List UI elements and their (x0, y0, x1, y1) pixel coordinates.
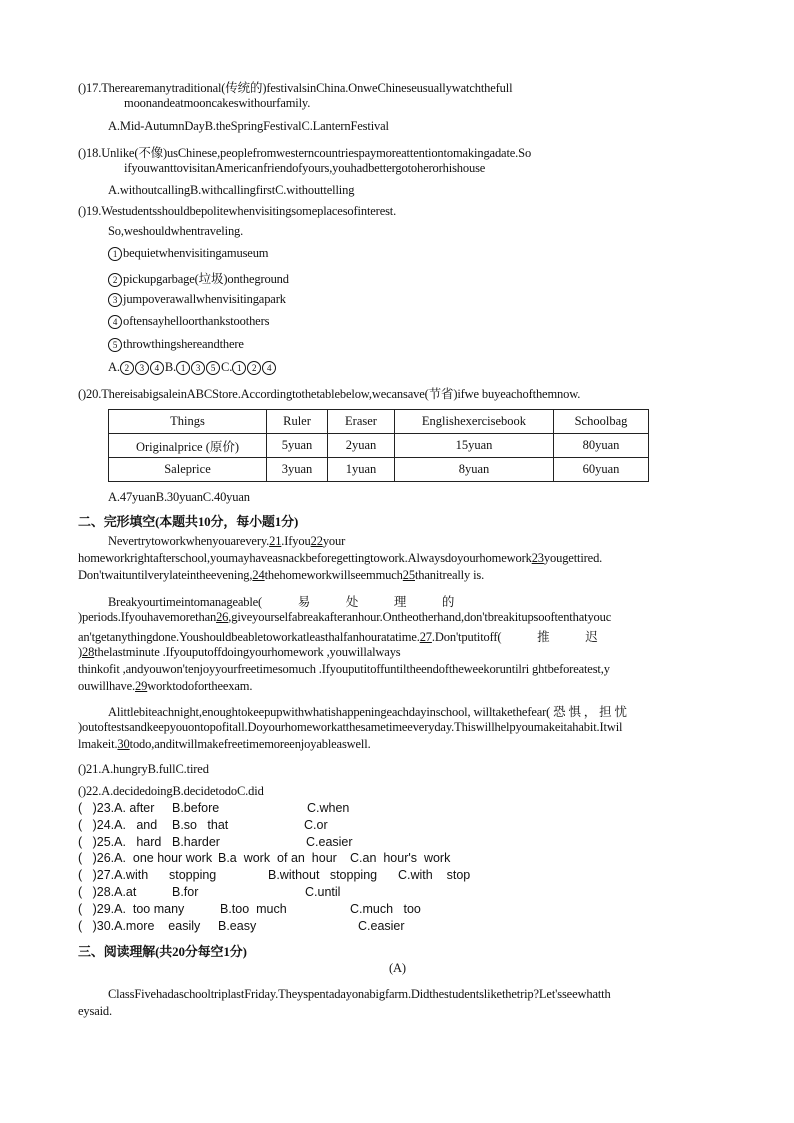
q19-options: A. 2 3 4 B. 1 3 5 C. 1 2 4 (108, 360, 277, 375)
q18-stem-line1: ()18.Unlike(不像)usChinese,peoplefromwesterncountriespaymoreattentiontomakingadate.So (78, 146, 532, 160)
table-row: Originalprice (原价) 5yuan 2yuan 15yuan 80yuan (109, 434, 649, 458)
table-header-row: Things Ruler Eraser Englishexercisebook Schoolbag (109, 410, 649, 434)
q19-item: 1 bequietwhenvisitingamuseum (108, 246, 268, 261)
cloze-p3-line3: lmakeit.30todo,anditwillmakefreetimemoreenjoyableaswell. (78, 737, 371, 751)
table-row: Saleprice 3yuan 1yuan 8yuan 60yuan (109, 458, 649, 482)
circled-number: 1 (108, 247, 122, 261)
reading-p1-line2: eysaid. (78, 1004, 113, 1018)
cloze-p3-line2: )outoftestsandkeepyouontopofitall.Doyourhomeworkatthesametimeeveryday.Thiswillhelpyoumakeitahabit.Itwil (78, 720, 623, 734)
q19-item: 4 oftensayhelloorthankstoothers (108, 314, 269, 329)
cloze-p2-line2: )periods.Ifyouhavemorethan26,giveyourselfabreakafteranhour.Ontheotherhand,don'tbreakitupsooftenthatyouc (78, 610, 612, 624)
section-title-cloze: 二、完形填空(本题共10分，每小题1分) (78, 514, 299, 529)
cloze-p3-line1: Alittlebiteachnight,enoughtokeepupwithwhatishappeningeachdayinschool, willtakethefear( 恐 惧 ， 担 忧 (108, 705, 627, 719)
circled-number: 5 (108, 338, 122, 352)
q19-item: 3 jumpoverawallwhenvisitingapark (108, 292, 286, 307)
cloze-p2-line6: ouwillhave.29worktodofortheexam. (78, 679, 253, 693)
passage-label: (A) (389, 961, 406, 975)
q18-options: A.withoutcallingB.withcallingfirstC.withouttelling (108, 183, 355, 197)
q19-item: 2 pickupgarbage(垃圾)ontheground (108, 269, 289, 287)
q19-stem-line2: So,weshouldwhentraveling. (108, 224, 244, 238)
cloze-p2-line3: an'tgetanythingdone.Youshouldbeabletoworkatleasthalfanhouratatime.27.Don'tputitoff( 推 迟 (78, 630, 598, 644)
q19-stem-line1: ()19.Westudentsshouldbepolitewhenvisitingsomeplacesofinterest. (78, 204, 397, 218)
q20-stem: ()20.ThereisabigsaleinABCStore.Accordingtothetablebelow,wecansave(节省)ifwe buyeachofthemnow. (78, 387, 581, 401)
q20-options: A.47yuanB.30yuanC.40yuan (108, 490, 250, 504)
q19-item: 5 throwthingshereandthere (108, 337, 244, 352)
section-title-reading: 三、阅读理解(共20分每空1分) (78, 944, 247, 959)
q18-stem-line2: ifyouwanttovisitanAmericanfriendofyours,youhadbettergotoherorhishouse (124, 161, 486, 175)
price-table (108, 409, 649, 482)
circled-number: 4 (108, 315, 122, 329)
circled-number: 3 (108, 293, 122, 307)
cloze-p1-line2: homeworkrightafterschool,youmayhaveasnackbeforegettingtowork.Alwaysdoyourhomework23yougettired. (78, 551, 603, 565)
q17-stem-line2: moonandeatmooncakeswithourfamily. (124, 96, 311, 110)
q17-stem-line1: ()17.Therearemanytraditional(传统的)festivalsinChina.OnweChineseusuallywatchthefull (78, 81, 513, 95)
cloze-p2-line5: thinkofit ,andyouwon'tenjoyyourfreetimesomuch .Ifyouputitoffuntiltheendoftheweekoruntilri ghtbeforeatest,y (78, 662, 610, 676)
circled-number: 2 (108, 273, 122, 287)
cloze-p1-line3: Don'twaituntilverylateintheevening,24thehomeworkwillseemmuch25thanitreally is. (78, 568, 485, 582)
cloze-p1-line1: Nevertrytoworkwhenyouarevery.21.Ifyou22your (108, 534, 346, 548)
cloze-p2-line4: )28thelastminute .Ifyouputoffdoingyourhomework ,youwillalways (78, 645, 401, 659)
cloze-p2-line1: Breakyourtimeintomanageable( 易 处 理 的 (108, 595, 455, 609)
cloze-question: ()21.A.hungryB.fullC.tired (78, 762, 209, 776)
reading-p1-line1: ClassFivehadaschooltriplastFriday.Theyspentadayonabigfarm.Didthestudentslikethetrip?Let'sseewhatth (108, 987, 611, 1001)
q17-options: A.Mid-AutumnDayB.theSpringFestivalC.LanternFestival (108, 119, 389, 133)
cloze-question: ()22.A.decidedoingB.decidetodoC.did (78, 784, 264, 798)
